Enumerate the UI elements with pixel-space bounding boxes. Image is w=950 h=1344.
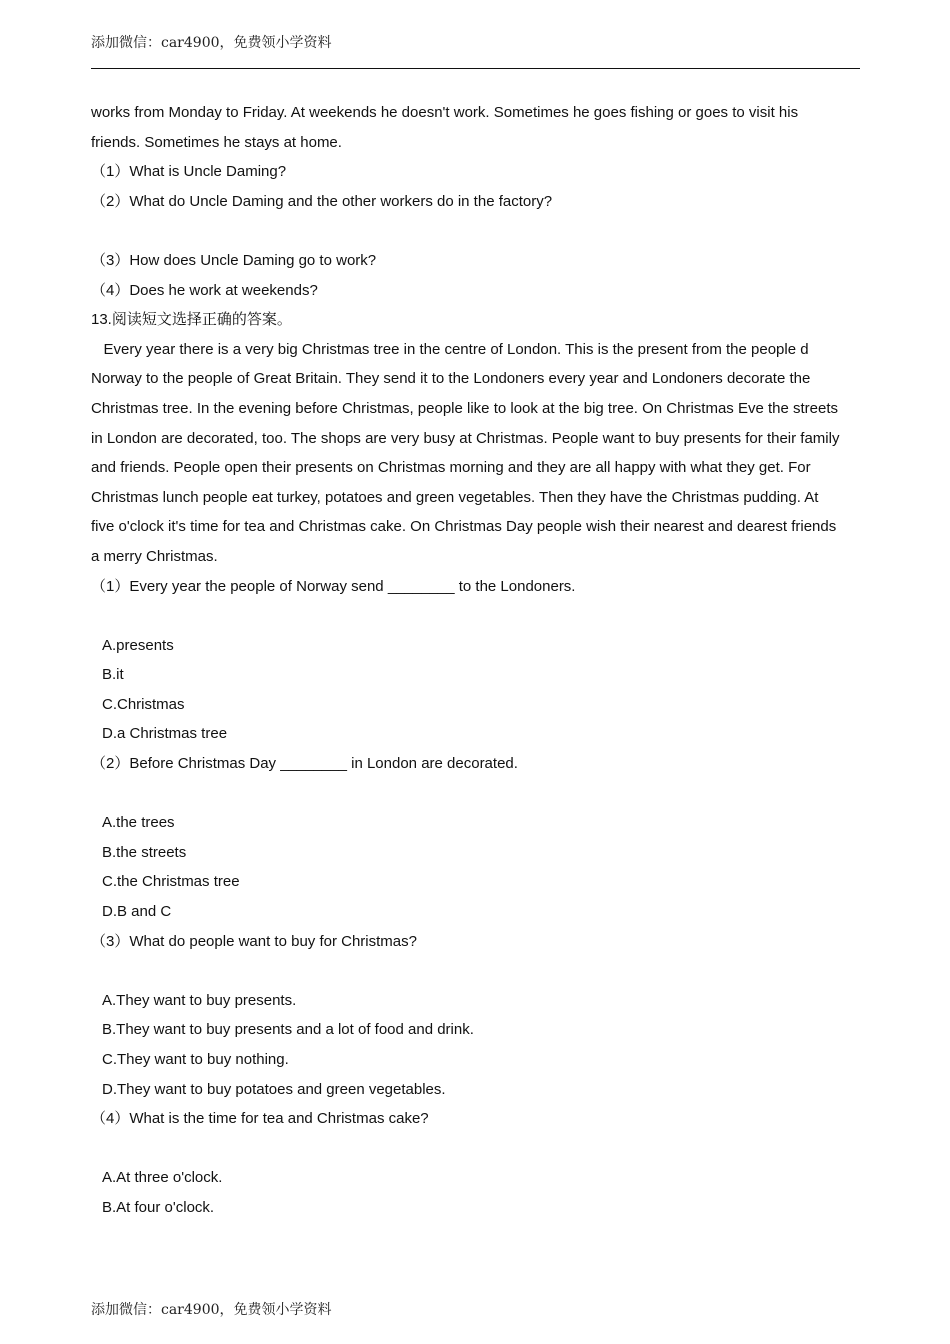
answer-space xyxy=(91,1134,863,1164)
option-c: C.They want to buy nothing. xyxy=(102,1051,289,1068)
answer-space xyxy=(91,779,863,809)
passage-line: in London are decorated, too. The shops are very busy at Christmas. People want to buy presents for their family xyxy=(91,429,840,447)
mc-question-3: （3）What do people want to buy for Christmas? xyxy=(91,932,417,950)
option-b: B.At four o'clock. xyxy=(102,1198,215,1216)
passage-line: friends. Sometimes he stays at home. xyxy=(91,133,342,151)
mc-question-4: （4）What is the time for tea and Christmas cake? xyxy=(91,1110,429,1128)
mc-question-1: （1）Every year the people of Norway send ________ to the Londoners. xyxy=(91,577,576,595)
option-c: C.the Christmas tree xyxy=(102,873,240,891)
option-a: A.They want to buy presents. xyxy=(102,991,297,1009)
option-d: D.They want to buy potatoes and green vegetables. xyxy=(102,1080,446,1098)
section-13-title xyxy=(91,305,863,335)
option-b: B.the streets xyxy=(102,843,187,861)
passage-line: five o'clock it's time for tea and Christmas cake. On Christmas Day people wish their nearest and dearest friends xyxy=(91,518,837,536)
option-b: B.it xyxy=(102,666,124,684)
passage-line: Every year there is a very big Christmas tree in the centre of London. This is the present from the people d xyxy=(91,340,809,358)
answer-space xyxy=(91,216,863,246)
passage-line: Christmas lunch people eat turkey, potatoes and green vegetables. Then they have the Christmas pudding. At xyxy=(91,488,819,506)
document-body xyxy=(91,98,863,1223)
page-footer: 添加微信：car4900，免费领小学资料 xyxy=(91,1302,332,1318)
section-instruction: 阅读短文选择正确的答案。 xyxy=(111,310,292,329)
question-4: （4）Does he work at weekends? xyxy=(91,281,318,299)
option-a: A.presents xyxy=(102,636,174,654)
passage-line: and friends. People open their presents on Christmas morning and they are all happy with what they get. For xyxy=(91,459,811,477)
header-divider xyxy=(91,68,860,69)
option-c: C.Christmas xyxy=(102,695,185,713)
option-a: A.At three o'clock. xyxy=(102,1169,223,1187)
answer-space xyxy=(91,601,863,631)
page-header: 添加微信：car4900，免费领小学资料 xyxy=(91,35,332,51)
question-1: （1）What is Uncle Daming? xyxy=(91,163,287,181)
option-d: D.a Christmas tree xyxy=(102,725,228,743)
mc-question-2: （2）Before Christmas Day ________ in London are decorated. xyxy=(91,755,518,773)
section-number: 13. xyxy=(91,311,112,329)
passage-line: Norway to the people of Great Britain. They send it to the Londoners every year and Londoners decorate the xyxy=(91,370,811,388)
passage-line: Christmas tree. In the evening before Christmas, people like to look at the big tree. On Christmas Eve the streets xyxy=(91,399,839,417)
question-2: （2）What do Uncle Daming and the other workers do in the factory? xyxy=(91,192,553,210)
option-d: D.B and C xyxy=(102,903,172,921)
option-a: A.the trees xyxy=(102,814,175,832)
option-b: B.They want to buy presents and a lot of food and drink. xyxy=(102,1021,474,1039)
passage-line: a merry Christmas. xyxy=(91,547,218,565)
question-3: （3）How does Uncle Daming go to work? xyxy=(91,251,377,269)
answer-space xyxy=(91,956,863,986)
passage-line: works from Monday to Friday. At weekends he doesn't work. Sometimes he goes fishing or goes to visit his xyxy=(91,104,799,121)
